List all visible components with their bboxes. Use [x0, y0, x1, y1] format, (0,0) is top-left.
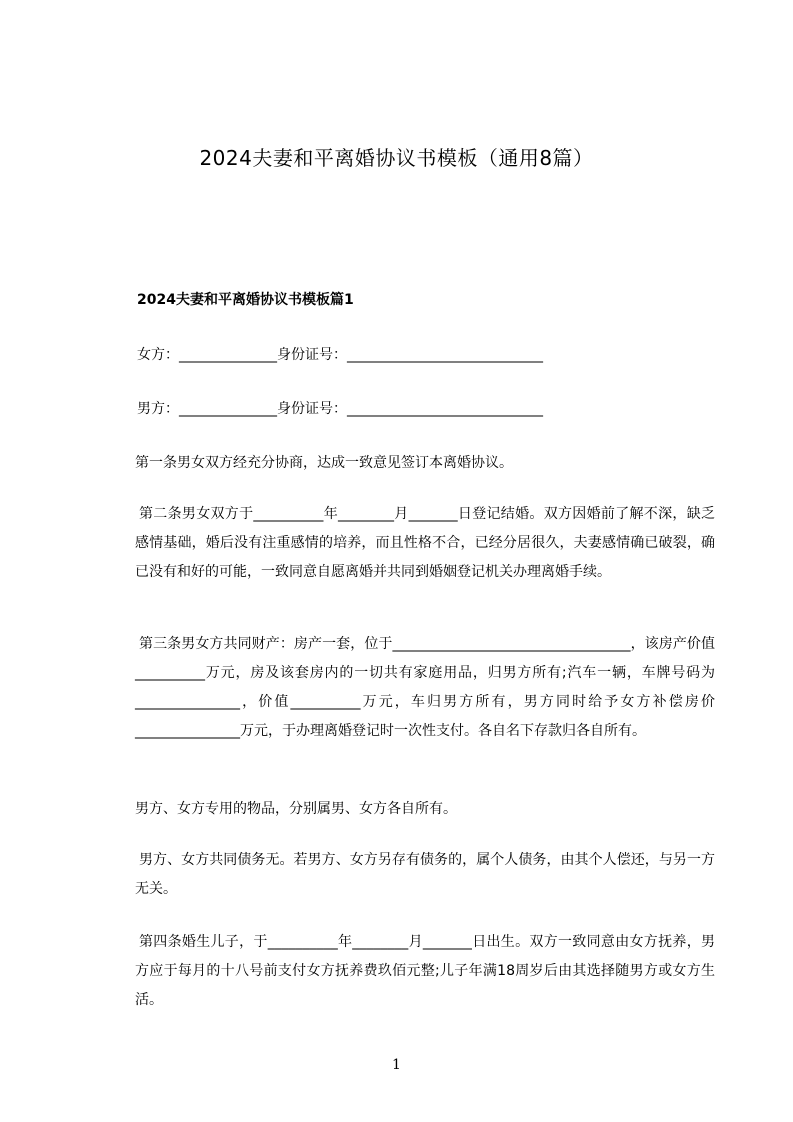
personal-items-paragraph: 男方、女方专用的物品，分别属男、女方各自所有。 [135, 801, 457, 817]
section-title: 2024夫妻和平离婚协议书模板篇1 [137, 292, 354, 308]
female-party-line: 女方：______________身份证号：____________________________ [137, 347, 543, 363]
article-1: 第一条男女双方经充分协商，达成一致意见签订本离婚协议。 [135, 455, 513, 471]
male-party-line: 男方：______________身份证号：____________________________ [137, 401, 543, 417]
document-title: 2024夫妻和平离婚协议书模板（通用8篇） [199, 146, 594, 170]
debts-paragraph: 男方、女方共同债务无。若男方、女方另存有债务的，属个人债务，由其个人偿还，与另一方无关。 [135, 852, 715, 897]
page-number: 1 [392, 1057, 401, 1073]
article-3: 第三条男女方共同财产：房产一套，位于__________________________________，该房产价值__________万元，房及该套房内的一切共有家庭用品，归男方所有;汽车一辆，车牌号码为_______________，价值__________万元，车归男方所有，男方同时给予女方补偿房价_______________万元，于办理离婚登记时一次性支付。各自名下存款归各自所有。 [135, 636, 715, 739]
article-2: 第二条男女双方于__________年________月_______日登记结婚。双方因婚前了解不深，缺乏感情基础，婚后没有注重感情的培养，而且性格不合，已经分居很久，夫妻感情确已破裂，确已没有和好的可能，一致同意自愿离婚并共同到婚姻登记机关办理离婚手续。 [135, 506, 715, 580]
article-4: 第四条婚生儿子，于__________年________月_______日出生。双方一致同意由女方抚养，男方应于每月的十八号前支付女方抚养费玖佰元整;儿子年满18周岁后由其选择随男方或女方生活。 [135, 934, 715, 1008]
